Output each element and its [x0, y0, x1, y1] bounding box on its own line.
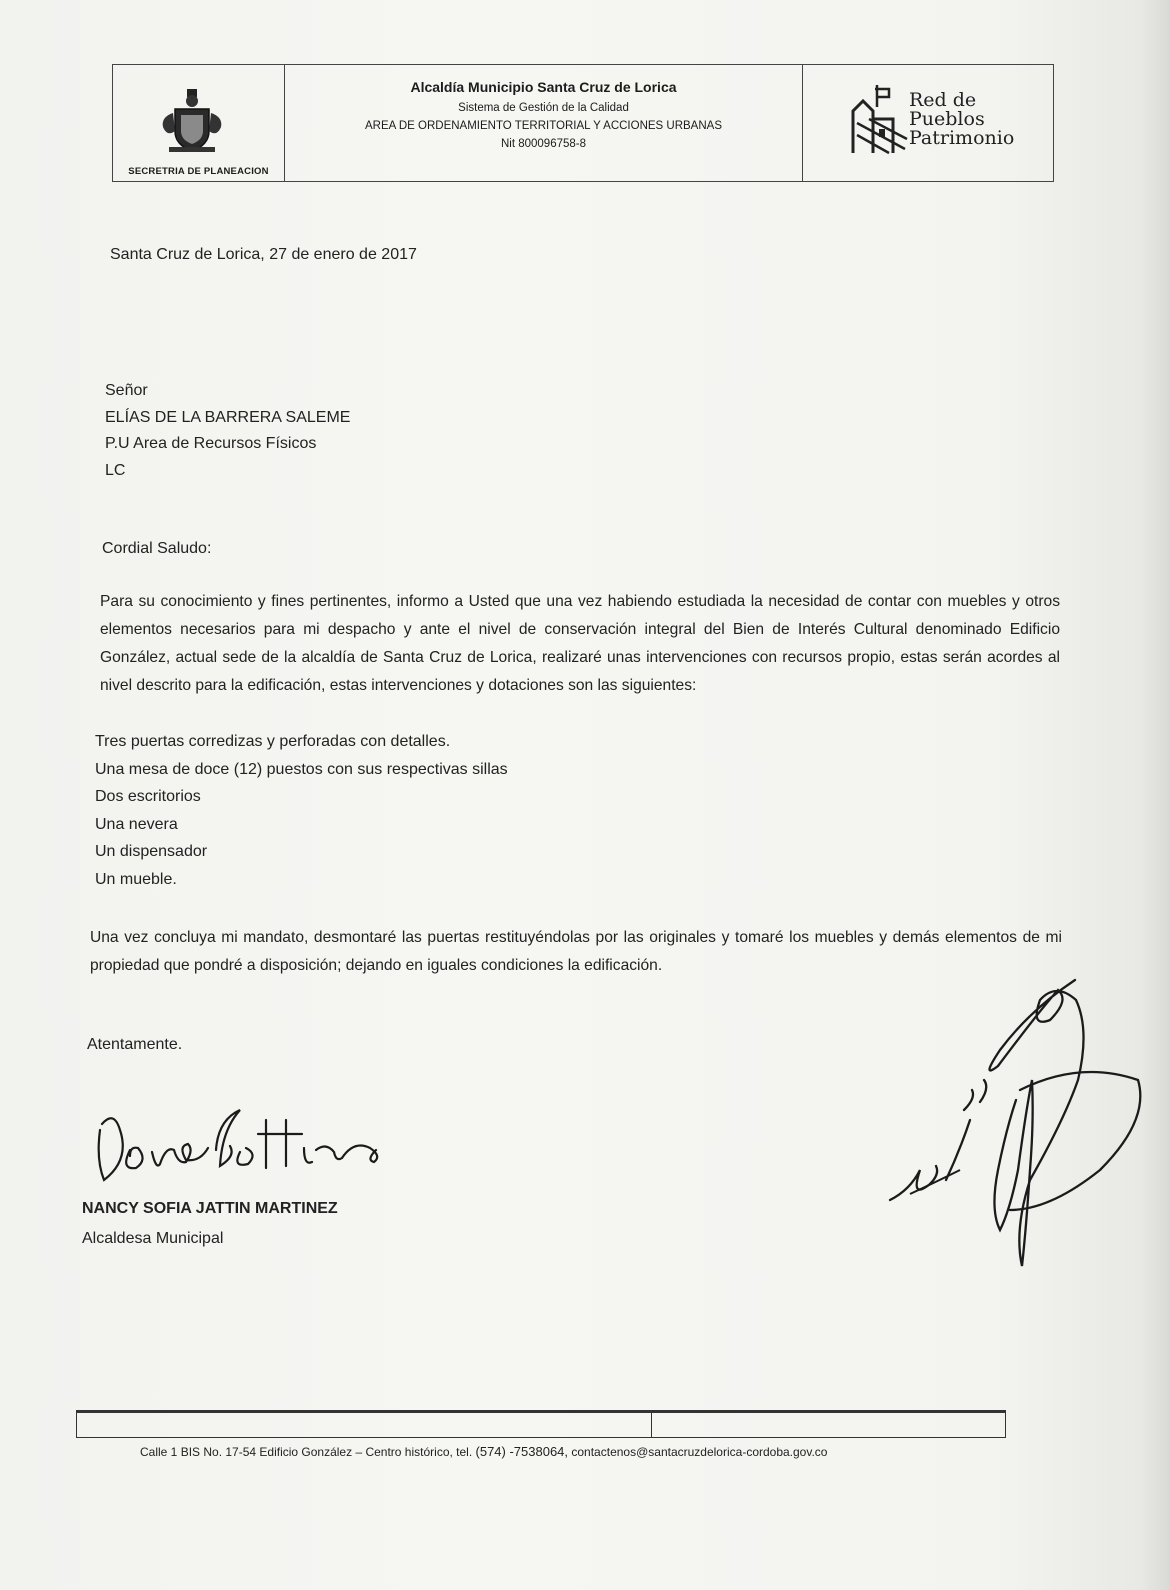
recipient-block — [105, 378, 350, 484]
recipient-city: LC — [105, 461, 126, 479]
greeting: Cordial Saludo: — [102, 540, 212, 557]
letterhead-center — [285, 65, 803, 181]
mayor-signature — [90, 1090, 420, 1200]
area-line: AREA DE ORDENAMIENTO TERRITORIAL Y ACCIONES URBANAS — [364, 120, 723, 132]
nit-line: Nit 800096758-8 — [500, 138, 587, 150]
logo-wordmark — [909, 91, 1014, 148]
body-paragraph-1: Para su conocimiento y fines pertinentes, informo a Usted que una vez habiendo estudiada la necesidad de contar con muebles y otros elementos necesarios para mi despacho y ante el nivel de conservación integral del Bien de Interés Cultural denominado Edificio González, actual sede de la alcaldía de Santa Cruz de Lorica, realizaré unas intervenciones con recursos propio, estas serán acordes al nivel descrito para la edificación, estas intervenciones y dotaciones son las siguientes: — [100, 593, 1060, 694]
page-shadow — [1140, 0, 1170, 1590]
letterhead-crest-cell — [113, 65, 285, 181]
logo-line: Red de — [909, 89, 977, 111]
department-label: SECRETRIA DE PLANEACION — [128, 166, 269, 177]
quality-system-line: Sistema de Gestión de la Calidad — [458, 102, 629, 114]
heritage-building-icon — [849, 83, 911, 157]
signer-role: Alcaldesa Municipal — [82, 1230, 224, 1247]
closing: Atentamente. — [87, 1036, 183, 1053]
red-pueblos-logo — [849, 77, 1019, 167]
logo-line: Pueblos — [909, 108, 985, 130]
institution-title: Alcaldía Municipio Santa Cruz de Lorica — [410, 79, 677, 95]
letterhead-logo-cell — [803, 65, 1053, 181]
list-item: Dos escritorios — [95, 788, 201, 805]
list-item: Un mueble. — [95, 870, 177, 888]
footer-address: Calle 1 BIS No. 17-54 Edificio González – Centro histórico, tel. — [140, 1445, 473, 1459]
coat-of-arms-icon — [157, 87, 227, 157]
list-item: Una mesa de doce (12) puestos con sus respectivas sillas — [95, 760, 508, 778]
recipient-position: P.U Area de Recursos Físicos — [105, 435, 317, 452]
signer-name: NANCY SOFIA JATTIN MARTINEZ — [82, 1200, 338, 1217]
footer-box-cell — [77, 1413, 652, 1437]
list-item: Una nevera — [95, 815, 178, 833]
letterhead — [112, 64, 1054, 182]
footer-address-line — [140, 1444, 827, 1459]
list-item: Tres puertas corredizas y perforadas con detalles. — [95, 733, 451, 750]
logo-line: Patrimonio — [909, 127, 1015, 149]
footer-email: contactenos@santacruzdelorica-cordoba.gov.co — [571, 1445, 828, 1459]
recipient-salutation: Señor — [105, 382, 148, 399]
list-item: Un dispensador — [95, 843, 208, 860]
body-paragraph-2: Una vez concluya mi mandato, desmontaré las puertas restituyéndolas por las originales y tomaré los muebles y demás elementos de mi propiedad que pondré a disposición; dejando en iguales condiciones la edificación. — [90, 929, 1062, 974]
received-signature — [880, 970, 1150, 1280]
intervention-list — [95, 728, 508, 893]
letter-date: Santa Cruz de Lorica, 27 de enero de 2017 — [110, 246, 417, 263]
recipient-name: ELÍAS DE LA BARRERA SALEME — [105, 408, 351, 426]
footer-phone: (574) -7538064, — [475, 1444, 569, 1459]
footer-box — [76, 1410, 1006, 1438]
